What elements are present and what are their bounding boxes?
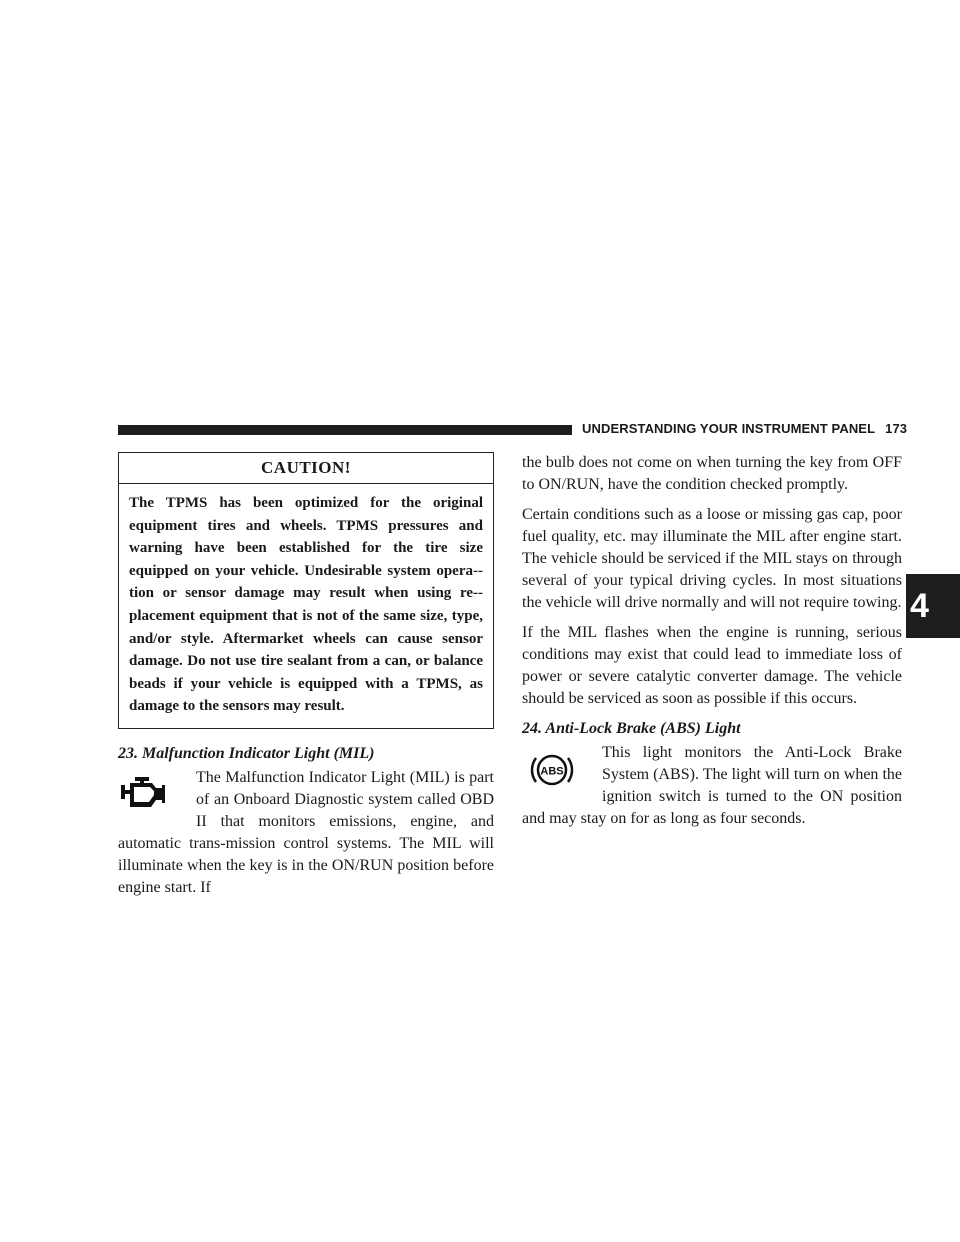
- mil-body: The Malfunction Indicator Light (MIL) is part of an Onboard Diagnostic system called OBD II that monitors emissions, engine, and automatic trans-mission control systems. The MIL will illuminate when the key is in the ON/RUN position before engine start. If: [118, 768, 494, 896]
- mil-paragraph-2: Certain conditions such as a loose or missing gas cap, poor fuel quality, etc. may illuminate the MIL after engine start. The vehicle should be serviced if the MIL stays on through several of your typical driving cycles. In most situations the vehicle will drive normally and will not require towing.: [522, 506, 902, 611]
- chapter-tab: 4: [906, 574, 960, 638]
- caution-body: The TPMS has been optimized for the original equipment tires and wheels. TPMS pressures and warning have been established for the tire size equipped on your vehicle. Undesirable system opera-tion or sensor damage may result when using re-placement equipment that is not of the same size, type, and/or style. Aftermarket wheels can cause sensor damage. Do not use tire sealant from a can, or balance beads if your vehicle is equipped with a TPMS, as damage to the sensors may result.: [129, 495, 483, 715]
- abs-heading: 24. Anti-Lock Brake (ABS) Light: [522, 720, 741, 737]
- mil-heading: 23. Malfunction Indicator Light (MIL): [118, 744, 375, 762]
- left-column: [118, 452, 494, 899]
- abs-section: [522, 742, 902, 830]
- check-engine-icon: [118, 771, 168, 815]
- mil-continued: the bulb does not come on when turning the key from OFF to ON/RUN, have the condition checked promptly.: [522, 454, 902, 493]
- right-column: [522, 452, 902, 838]
- page-number: 173: [885, 421, 908, 436]
- mil-paragraph-3: If the MIL flashes when the engine is running, serious conditions may exist that could lead to immediate loss of power or severe catalytic converter damage. The vehicle should be serviced as soon as possible if this occurs.: [522, 624, 902, 707]
- abs-icon: [530, 748, 574, 792]
- header-rule: [118, 425, 572, 435]
- caution-title: CAUTION!: [119, 453, 493, 484]
- section-title: UNDERSTANDING YOUR INSTRUMENT PANEL: [582, 421, 876, 436]
- running-header: [582, 421, 908, 436]
- abs-body: This light monitors the Anti-Lock Brake System (ABS). The light will turn on when the ignition switch is turned to the ON position and may stay on for as long as four seconds.: [522, 744, 902, 827]
- abs-icon-text: ABS: [540, 765, 564, 778]
- caution-box: [118, 452, 494, 729]
- mil-section: [118, 767, 494, 899]
